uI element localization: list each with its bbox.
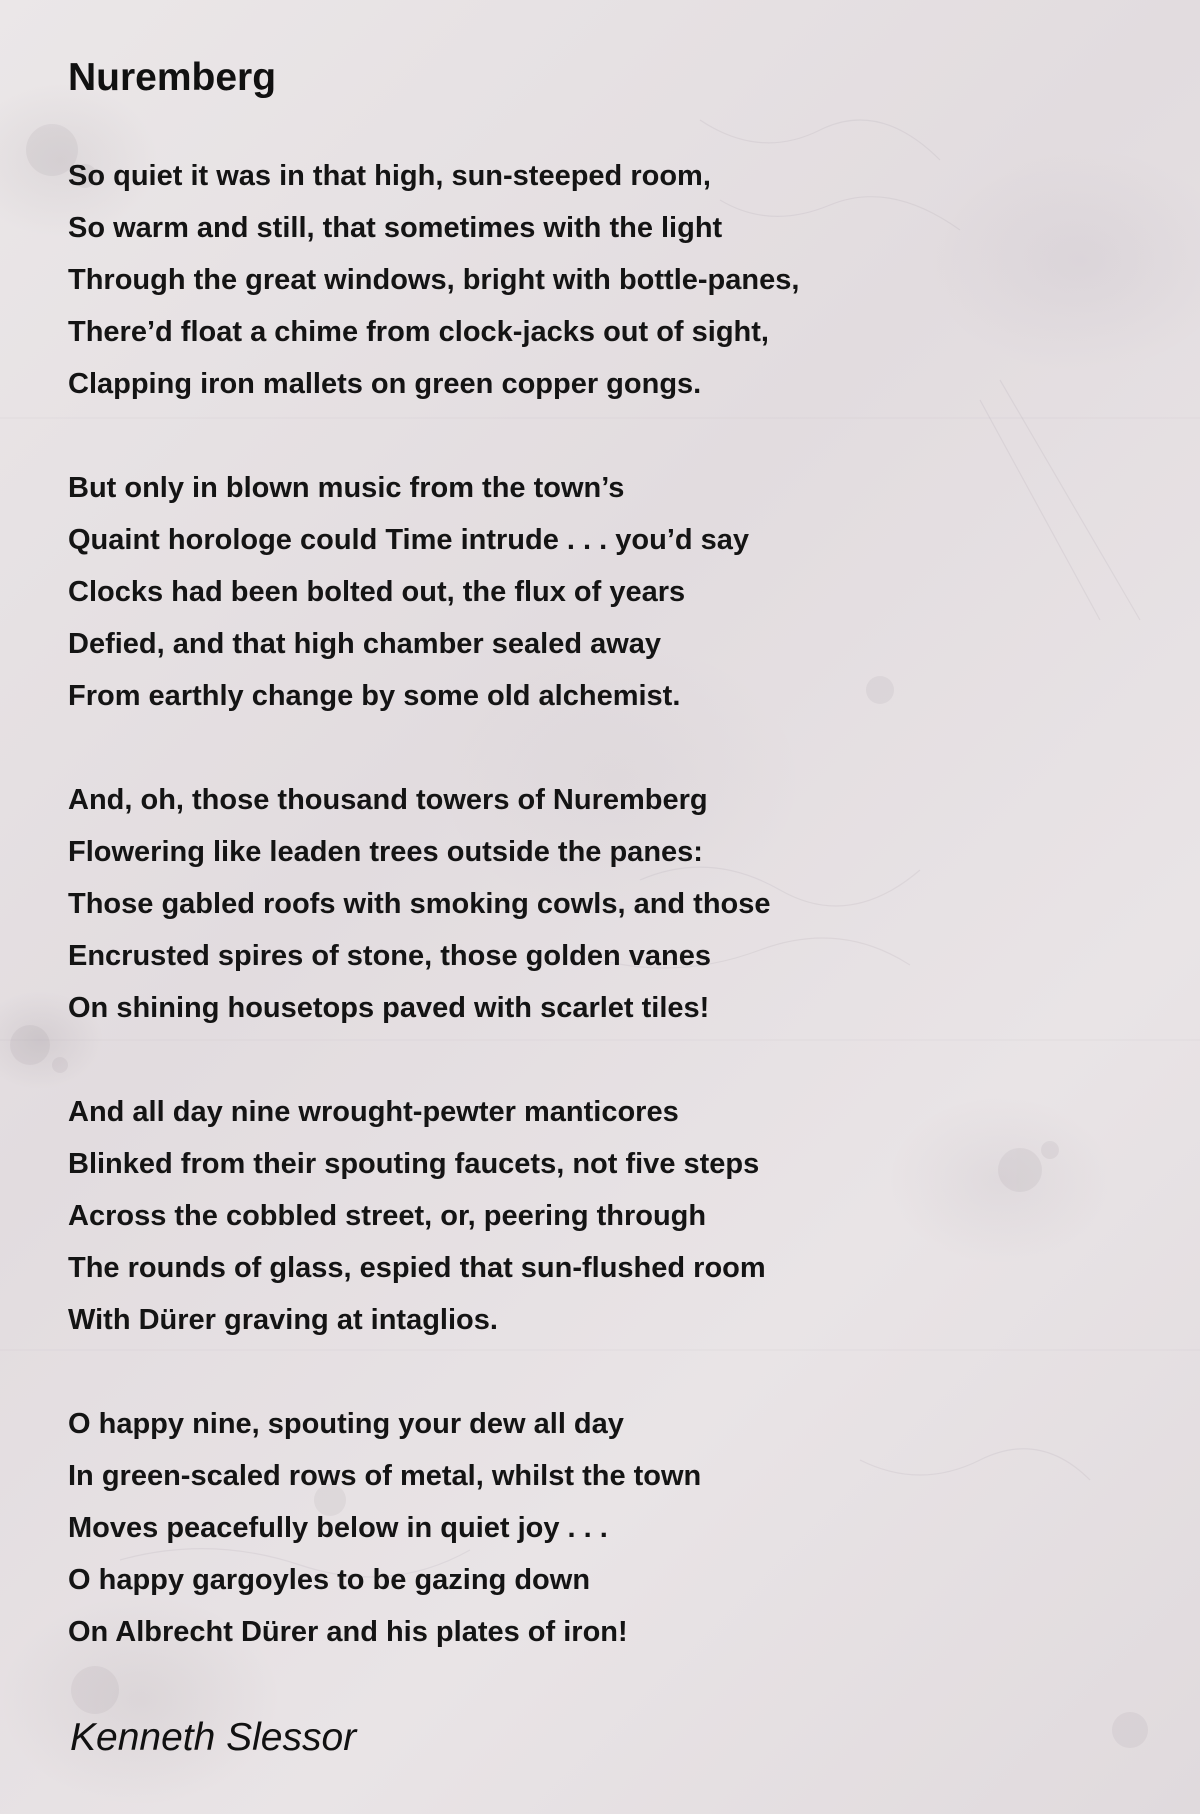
poem-line: Quaint horologe could Time intrude . . . you’d say <box>68 524 750 556</box>
poem-line: And all day nine wrought-pewter manticores <box>68 1096 679 1128</box>
poem-body <box>68 150 1128 1710</box>
poem-line: And, oh, those thousand towers of Nuremberg <box>68 784 708 816</box>
poem-line: Blinked from their spouting faucets, not five steps <box>68 1148 760 1180</box>
poem-line: Through the great windows, bright with bottle-panes, <box>68 264 800 296</box>
poem-line: Encrusted spires of stone, those golden vanes <box>68 940 711 972</box>
poem-author: Kenneth Slessor <box>70 1716 357 1759</box>
poem-line: There’d float a chime from clock-jacks out of sight, <box>68 316 769 348</box>
poem-line: In green-scaled rows of metal, whilst the town <box>68 1460 702 1492</box>
stanza <box>68 150 1128 410</box>
poem-line: Clapping iron mallets on green copper gongs. <box>68 368 702 400</box>
poem-line: Moves peacefully below in quiet joy . . . <box>68 1512 608 1544</box>
poem-line: With Dürer graving at intaglios. <box>68 1304 498 1336</box>
poem-line: So quiet it was in that high, sun-steeped room, <box>68 160 711 192</box>
stanza <box>68 462 1128 722</box>
stanza <box>68 1398 1128 1658</box>
poem-line: On Albrecht Dürer and his plates of iron! <box>68 1616 628 1648</box>
poem-line: On shining housetops paved with scarlet tiles! <box>68 992 710 1024</box>
poem-line: But only in blown music from the town’s <box>68 472 625 504</box>
poem-line: The rounds of glass, espied that sun-flushed room <box>68 1252 766 1284</box>
stanza <box>68 774 1128 1034</box>
poem-line: Those gabled roofs with smoking cowls, and those <box>68 888 771 920</box>
stanza <box>68 1086 1128 1346</box>
poem-line: Defied, and that high chamber sealed away <box>68 628 662 660</box>
poem-line: Across the cobbled street, or, peering through <box>68 1200 707 1232</box>
poem-title: Nuremberg <box>68 56 277 99</box>
poem-line: From earthly change by some old alchemist. <box>68 680 681 712</box>
poem-line: Clocks had been bolted out, the flux of years <box>68 576 686 608</box>
poem-line: So warm and still, that sometimes with the light <box>68 212 723 244</box>
poem-line: Flowering like leaden trees outside the panes: <box>68 836 703 868</box>
poem-line: O happy gargoyles to be gazing down <box>68 1564 591 1596</box>
poem-line: O happy nine, spouting your dew all day <box>68 1408 624 1440</box>
